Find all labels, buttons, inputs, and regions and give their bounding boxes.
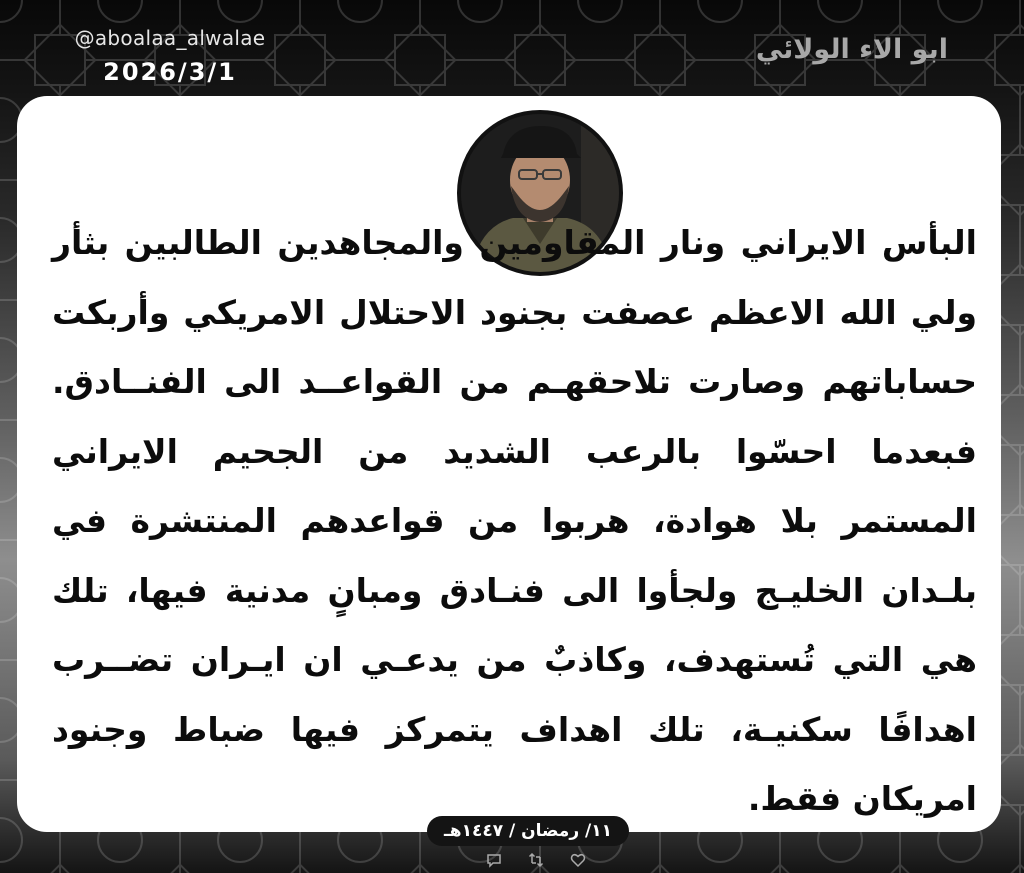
like-icon[interactable] [570, 852, 586, 868]
author-name: ابو الاء الولائي [755, 34, 948, 65]
retweet-icon[interactable] [528, 852, 544, 868]
account-handle[interactable]: @aboalaa_alwalae [74, 26, 266, 50]
comment-icon[interactable] [486, 852, 502, 868]
post-date: 2026/3/1 [103, 58, 237, 86]
post-body-text: البأس الايراني ونار المقاومين والمجاهدين الطالبين بثأر ولي الله الاعظم عصفت بجنود الاحتلال الامريكي وأربكت حساباتهم وصارت تلاحقهـم من القواعــد الى الفنــادق. فبعدما احسّوا بالرعب الشديد من الجحيم الايراني المستمر بلا هوادة، هربوا من قواعدهم المنتشرة في بلـدان الخليـج ولجأوا الى فنـادق ومبانٍ مدنية فيها، تلك هي التي تُستهدف، وكاذبٌ من يدعـي ان ايـران تضــرب اهدافًا سكنيـة، تلك اهداف يتمركز فيها ضباط وجنود امريكان فقط. [52, 223, 977, 818]
post-actions [486, 850, 586, 870]
hijri-date-badge: ١١/ رمضان / ١٤٤٧هـ [427, 816, 629, 846]
